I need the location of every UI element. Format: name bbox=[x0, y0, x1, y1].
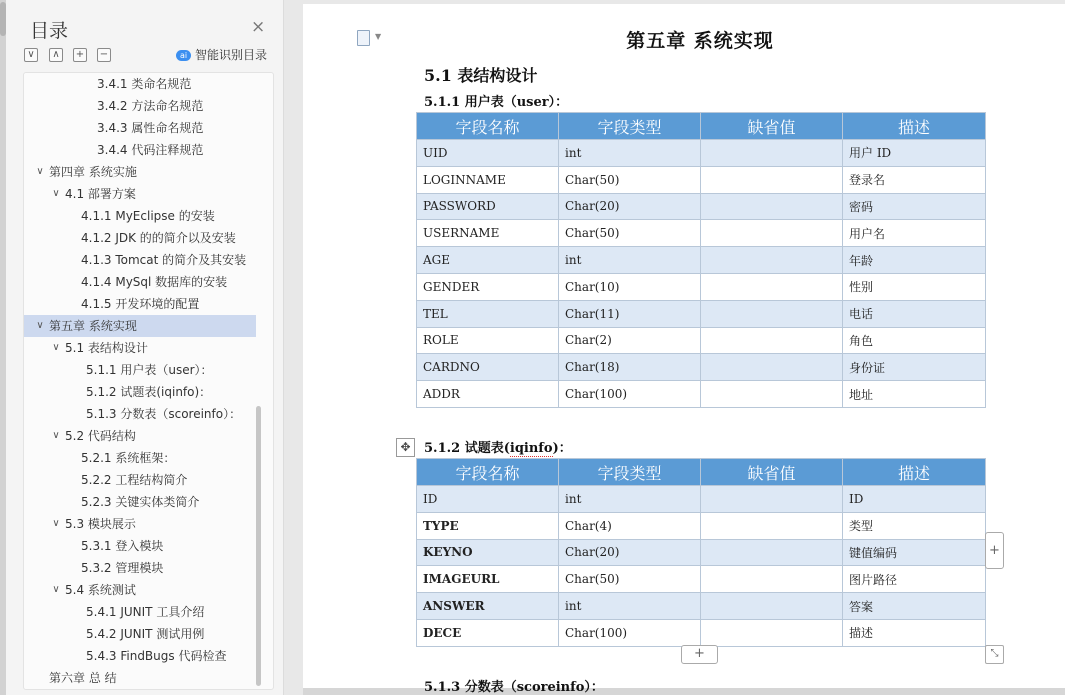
cell-field-type[interactable]: int bbox=[559, 593, 701, 620]
cell-default[interactable] bbox=[701, 300, 843, 327]
cell-field-type[interactable]: Char(50) bbox=[559, 166, 701, 193]
chevron-down-icon[interactable]: ∨ bbox=[52, 342, 60, 353]
toc-sidebar bbox=[0, 0, 284, 695]
cell-description[interactable]: 密码 bbox=[843, 193, 986, 220]
toc-item-label: 5.3.1 登入模块 bbox=[81, 539, 164, 553]
subsection-scoreinfo-title: 5.1.3 分数表（scoreinfo）： bbox=[424, 680, 604, 695]
subsection-user-title: 5.1.1 用户表（user）： bbox=[424, 95, 569, 110]
toc-item-label: 5.2 代码结构 bbox=[65, 429, 136, 443]
cell-field-type[interactable]: Char(2) bbox=[559, 327, 701, 354]
toc-item-label: 第六章 总 结 bbox=[49, 671, 117, 685]
collapse-all-button[interactable]: ∨ bbox=[24, 48, 38, 62]
add-row-button[interactable]: + bbox=[681, 645, 718, 664]
iqinfo-table[interactable] bbox=[416, 458, 986, 647]
header-field-type: 字段类型 bbox=[559, 459, 701, 486]
subsection-iqinfo-suffix: )： bbox=[552, 441, 572, 456]
cell-field-name[interactable]: KEYNO bbox=[417, 539, 559, 566]
toc-item-label: 5.4 系统测试 bbox=[65, 583, 136, 597]
cell-field-name[interactable]: DECE bbox=[417, 619, 559, 646]
cell-field-name[interactable]: TEL bbox=[417, 300, 559, 327]
table-row[interactable] bbox=[417, 327, 986, 354]
toc-item-label: 5.2.3 关键实体类简介 bbox=[81, 495, 200, 509]
expand-all-button[interactable]: ∧ bbox=[49, 48, 63, 62]
toc-item[interactable] bbox=[24, 359, 256, 381]
toc-item[interactable] bbox=[24, 271, 256, 293]
cell-description[interactable]: 键值编码 bbox=[843, 539, 986, 566]
cell-default[interactable] bbox=[701, 512, 843, 539]
cell-description[interactable]: 用户 ID bbox=[843, 140, 986, 167]
subsection-iqinfo-title bbox=[424, 437, 572, 456]
header-field-type: 字段类型 bbox=[559, 113, 701, 140]
table-row[interactable] bbox=[417, 220, 986, 247]
cell-description[interactable]: 电话 bbox=[843, 300, 986, 327]
cell-field-type[interactable]: Char(20) bbox=[559, 193, 701, 220]
toc-item[interactable] bbox=[24, 623, 256, 645]
cell-field-type[interactable]: Char(18) bbox=[559, 354, 701, 381]
table-row[interactable] bbox=[417, 354, 986, 381]
close-icon[interactable]: × bbox=[251, 17, 266, 37]
toc-item[interactable] bbox=[24, 139, 256, 161]
header-default: 缺省值 bbox=[701, 459, 843, 486]
toc-item[interactable] bbox=[24, 469, 256, 491]
toc-item[interactable] bbox=[24, 249, 256, 271]
toc-item[interactable] bbox=[24, 557, 256, 579]
chevron-down-icon[interactable]: ∨ bbox=[36, 320, 44, 331]
toc-item-label: 3.4.2 方法命名规范 bbox=[97, 99, 204, 113]
header-field-name: 字段名称 bbox=[417, 113, 559, 140]
cell-field-type[interactable]: Char(50) bbox=[559, 566, 701, 593]
cell-field-name[interactable]: USERNAME bbox=[417, 220, 559, 247]
header-field-name: 字段名称 bbox=[417, 459, 559, 486]
cell-field-name[interactable]: PASSWORD bbox=[417, 193, 559, 220]
smart-toc-label: 智能识别目录 bbox=[195, 48, 268, 62]
table-row[interactable] bbox=[417, 166, 986, 193]
toc-list bbox=[23, 72, 274, 690]
cell-default[interactable] bbox=[701, 619, 843, 646]
chevron-down-icon[interactable]: ∨ bbox=[52, 188, 60, 199]
cell-field-type[interactable]: Char(50) bbox=[559, 220, 701, 247]
chapter-title: 第五章 系统实现 bbox=[626, 30, 774, 52]
cell-field-name[interactable]: TYPE bbox=[417, 512, 559, 539]
toc-item[interactable] bbox=[24, 315, 256, 337]
cell-field-type[interactable]: Char(100) bbox=[559, 619, 701, 646]
table-row[interactable] bbox=[417, 300, 986, 327]
toc-item[interactable] bbox=[24, 535, 256, 557]
toc-item-label: 5.3 模块展示 bbox=[65, 517, 136, 531]
toc-item-label: 5.1.1 用户表（user）： bbox=[86, 363, 213, 377]
cell-description[interactable]: ID bbox=[843, 486, 986, 513]
cell-default[interactable] bbox=[701, 166, 843, 193]
toc-item-label: 4.1.1 MyEclipse 的安装 bbox=[81, 209, 215, 223]
cell-field-name[interactable]: AGE bbox=[417, 247, 559, 274]
cell-field-type[interactable]: Char(10) bbox=[559, 273, 701, 300]
toc-item-label: 3.4.3 属性命名规范 bbox=[97, 121, 204, 135]
toc-item-label: 4.1 部署方案 bbox=[65, 187, 136, 201]
cell-default[interactable] bbox=[701, 486, 843, 513]
toc-item-label: 5.2.2 工程结构简介 bbox=[81, 473, 188, 487]
toc-item[interactable] bbox=[24, 491, 256, 513]
toc-item[interactable] bbox=[24, 381, 256, 403]
chevron-down-icon[interactable]: ∨ bbox=[36, 166, 44, 177]
table-row[interactable] bbox=[417, 381, 986, 408]
toc-item-label: 第五章 系统实现 bbox=[49, 319, 137, 333]
toc-item-label: 4.1.5 开发环境的配置 bbox=[81, 297, 200, 311]
toc-item[interactable] bbox=[24, 161, 256, 183]
cell-field-name[interactable]: CARDNO bbox=[417, 354, 559, 381]
header-default: 缺省值 bbox=[701, 113, 843, 140]
toc-item[interactable] bbox=[24, 117, 256, 139]
toc-item[interactable] bbox=[24, 447, 256, 469]
table-row[interactable] bbox=[417, 593, 986, 620]
table-row[interactable] bbox=[417, 193, 986, 220]
cell-description[interactable]: 登录名 bbox=[843, 166, 986, 193]
cell-field-type[interactable]: Char(11) bbox=[559, 300, 701, 327]
table-row[interactable] bbox=[417, 512, 986, 539]
cell-description[interactable]: 描述 bbox=[843, 619, 986, 646]
iqinfo-word: iqinfo bbox=[509, 441, 553, 456]
subsection-iqinfo-prefix: 5.1.2 试题表( bbox=[424, 441, 510, 456]
chevron-down-icon[interactable]: ∨ bbox=[52, 584, 60, 595]
toc-item-label: 4.1.2 JDK 的的简介以及安装 bbox=[81, 231, 236, 245]
cell-description[interactable]: 身份证 bbox=[843, 354, 986, 381]
cell-field-name[interactable]: ID bbox=[417, 486, 559, 513]
document-icon[interactable] bbox=[357, 30, 370, 46]
table-row[interactable] bbox=[417, 140, 986, 167]
toc-item[interactable] bbox=[24, 579, 256, 601]
cell-field-name[interactable]: UID bbox=[417, 140, 559, 167]
toc-item[interactable] bbox=[24, 293, 256, 315]
cell-description[interactable]: 地址 bbox=[843, 381, 986, 408]
cell-field-name[interactable]: IMAGEURL bbox=[417, 566, 559, 593]
cell-field-name[interactable]: ROLE bbox=[417, 327, 559, 354]
toc-item[interactable] bbox=[24, 425, 256, 447]
toc-item-label: 4.1.4 MySql 数据库的安装 bbox=[81, 275, 228, 289]
toc-item-label: 5.3.2 管理模块 bbox=[81, 561, 164, 575]
table-row[interactable] bbox=[417, 486, 986, 513]
toc-item-label: 3.4.4 代码注释规范 bbox=[97, 143, 204, 157]
cell-default[interactable] bbox=[701, 381, 843, 408]
remove-level-button[interactable]: − bbox=[97, 48, 111, 62]
toc-item[interactable] bbox=[24, 183, 256, 205]
toc-item-label: 5.4.3 FindBugs 代码检查 bbox=[86, 649, 227, 663]
toc-item[interactable] bbox=[24, 513, 256, 535]
cell-default[interactable] bbox=[701, 220, 843, 247]
cell-field-type[interactable]: Char(4) bbox=[559, 512, 701, 539]
table-row[interactable] bbox=[417, 247, 986, 274]
cell-default[interactable] bbox=[701, 539, 843, 566]
cell-default[interactable] bbox=[701, 566, 843, 593]
cell-field-type[interactable]: Char(100) bbox=[559, 381, 701, 408]
left-scroll-strip[interactable] bbox=[0, 0, 6, 695]
cell-field-type[interactable]: int bbox=[559, 486, 701, 513]
resize-table-icon[interactable]: ⤡ bbox=[985, 645, 1004, 664]
table-header-row bbox=[417, 113, 986, 140]
smart-toc-button[interactable] bbox=[176, 46, 267, 63]
toc-item-label: 第四章 系统实施 bbox=[49, 165, 137, 179]
cell-description[interactable]: 性别 bbox=[843, 273, 986, 300]
cell-default[interactable] bbox=[701, 193, 843, 220]
table-row[interactable] bbox=[417, 566, 986, 593]
toc-item[interactable] bbox=[24, 227, 256, 249]
toc-item[interactable] bbox=[24, 403, 256, 425]
cell-default[interactable] bbox=[701, 327, 843, 354]
table-move-handle-icon[interactable]: ✥ bbox=[396, 438, 415, 457]
header-description: 描述 bbox=[843, 113, 986, 140]
cell-field-type[interactable]: int bbox=[559, 247, 701, 274]
toc-item[interactable] bbox=[24, 667, 256, 689]
toc-item[interactable] bbox=[24, 73, 256, 95]
cell-default[interactable] bbox=[701, 247, 843, 274]
cell-description[interactable]: 类型 bbox=[843, 512, 986, 539]
cell-default[interactable] bbox=[701, 140, 843, 167]
cell-description[interactable]: 年龄 bbox=[843, 247, 986, 274]
toc-item[interactable] bbox=[24, 337, 256, 359]
cell-description[interactable]: 答案 bbox=[843, 593, 986, 620]
toc-item-label: 5.4.1 JUNIT 工具介绍 bbox=[86, 605, 205, 619]
section-title: 5.1 表结构设计 bbox=[424, 66, 538, 85]
cell-field-name[interactable]: ANSWER bbox=[417, 593, 559, 620]
toc-item-label: 5.2.1 系统框架： bbox=[81, 451, 176, 465]
table-row[interactable] bbox=[417, 619, 986, 646]
cell-default[interactable] bbox=[701, 273, 843, 300]
toc-item-label: 5.1 表结构设计 bbox=[65, 341, 148, 355]
table-header-row bbox=[417, 459, 986, 486]
cell-field-type[interactable]: int bbox=[559, 140, 701, 167]
toc-item-label: 5.4.2 JUNIT 测试用例 bbox=[86, 627, 205, 641]
toc-item-label: 4.1.3 Tomcat 的简介及其安装 bbox=[81, 253, 247, 267]
toc-item[interactable] bbox=[24, 205, 256, 227]
cell-description[interactable]: 用户名 bbox=[843, 220, 986, 247]
toc-item[interactable] bbox=[24, 645, 256, 667]
cell-field-name[interactable]: ADDR bbox=[417, 381, 559, 408]
toc-item[interactable] bbox=[24, 95, 256, 117]
cell-description[interactable]: 图片路径 bbox=[843, 566, 986, 593]
toc-item[interactable] bbox=[24, 601, 256, 623]
horizontal-scrollbar[interactable] bbox=[303, 688, 1065, 695]
add-level-button[interactable]: + bbox=[73, 48, 87, 62]
cell-field-name[interactable]: LOGINNAME bbox=[417, 166, 559, 193]
cell-field-type[interactable]: Char(20) bbox=[559, 539, 701, 566]
toc-item-label: 5.1.3 分数表（scoreinfo）： bbox=[86, 407, 242, 421]
cell-default[interactable] bbox=[701, 354, 843, 381]
toc-title: 目录 bbox=[30, 20, 69, 42]
left-scroll-thumb[interactable] bbox=[0, 2, 6, 36]
cell-description[interactable]: 角色 bbox=[843, 327, 986, 354]
user-table[interactable] bbox=[416, 112, 986, 408]
chevron-down-icon[interactable]: ▼ bbox=[375, 32, 382, 41]
add-column-button[interactable]: + bbox=[985, 532, 1004, 569]
cloud-ai-icon: ai bbox=[176, 50, 191, 61]
chevron-down-icon[interactable]: ∨ bbox=[52, 430, 60, 441]
cell-default[interactable] bbox=[701, 593, 843, 620]
header-description: 描述 bbox=[843, 459, 986, 486]
cell-field-name[interactable]: GENDER bbox=[417, 273, 559, 300]
toc-toolbar bbox=[24, 46, 274, 66]
toc-item-label: 3.4.1 类命名规范 bbox=[97, 77, 192, 91]
toc-item-label: 5.1.2 试题表(iqinfo)： bbox=[86, 385, 212, 399]
chevron-down-icon[interactable]: ∨ bbox=[52, 518, 60, 529]
table-row[interactable] bbox=[417, 273, 986, 300]
toc-scrollbar[interactable] bbox=[256, 406, 261, 686]
table-row[interactable] bbox=[417, 539, 986, 566]
